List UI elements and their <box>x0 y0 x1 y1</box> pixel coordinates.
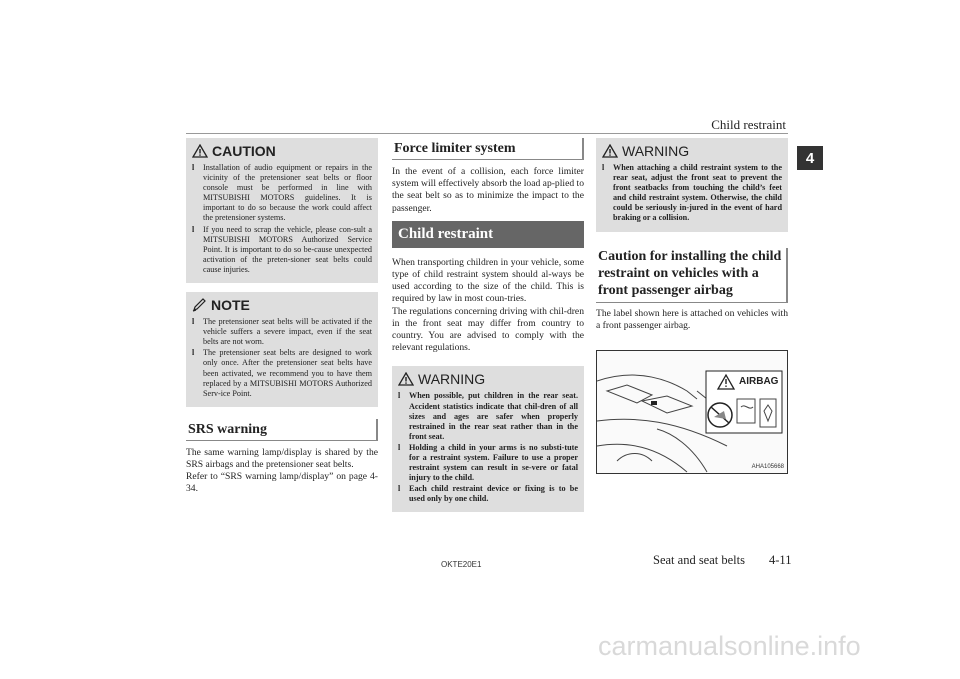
caution-label: CAUTION <box>212 143 276 159</box>
warning-item: l Holding a child in your arms is no substi-tute for a restraint system. Failure to use a proper restraint system can result in se-vere or fatal injury to the child. <box>398 442 578 483</box>
note-label: NOTE <box>211 297 250 314</box>
header-rule <box>186 133 788 134</box>
warning-item: l When possible, put children in the rear seat. Accident statistics indicate that chil-dren of all sizes and ages are safer when properly restrained in the rear seat rather than in the front seat. <box>398 391 578 441</box>
warning-box <box>596 138 788 232</box>
srs-warning-text: The same warning lamp/display is shared by the SRS airbags and the pretensioner seat belts. Refer to “SRS warning lamp/display” on page 4-34. <box>186 446 378 495</box>
warning-item: l When attaching a child restraint system to the rear seat, adjust the front seat to prevent the front seatbacks from touching the child’s feet and child restraint system. Otherwise, the child could be seriously in-jured in the event of hard braking or a collision. <box>602 163 782 223</box>
child-restraint-text: When transporting children in your vehicle, some type of child restraint system should al-ways be used according to the size of the child. This is required by law in most coun-tries. The regulations concerning driving with chil-dren in the front seat may differ from country to country. You are advised to comply with the relevant regulations. <box>392 256 584 354</box>
caution-box <box>186 138 378 283</box>
chapter-tab: 4 <box>797 146 823 170</box>
footer-section: Seat and seat belts <box>653 553 745 567</box>
warning-triangle-icon <box>192 144 208 158</box>
warning-label: WARNING <box>418 371 486 388</box>
note-item: l The pretensioner seat belts will be activated if the vehicle suffers a severe impact, even if the seat belts are not worn. <box>192 317 372 347</box>
airbag-caution-text: The label shown here is attached on vehicles with a front passenger airbag. <box>596 307 788 331</box>
warning-label: WARNING <box>622 143 690 159</box>
watermark: carmanualsonline.info <box>598 631 861 661</box>
page-number: 4-11 <box>769 553 792 567</box>
airbag-label-figure <box>596 350 788 474</box>
warning-box <box>392 366 584 512</box>
srs-warning-heading: SRS warning <box>186 419 378 441</box>
figure-code: AHA105668 <box>751 463 784 470</box>
force-limiter-text: In the event of a collision, each force limiter system will effectively absorb the load ap-plied to the seat belt so as to minimize the impact to the passenger. <box>392 166 584 214</box>
airbag-label-text: AIRBAG <box>739 375 779 387</box>
running-header-title: Child restraint <box>711 117 786 132</box>
note-pencil-icon <box>192 298 207 312</box>
column-1 <box>186 138 378 496</box>
airbag-caution-heading: Caution for installing the child restraint on vehicles with a front passenger airbag <box>596 248 788 303</box>
caution-item: l Installation of audio equipment or repairs in the vicinity of the pretensioner seat belts or floor console must be performed in line with MITSUBISHI MOTORS guidelines. It is important to do so because the work could affect the pretensioner systems. <box>192 163 372 223</box>
caution-item: l If you need to scrap the vehicle, please con-sult a MITSUBISHI MOTORS Authorized Service Point. It is important to do so be-cause unexpected activation of the preten-sioner seat belts could cause injuries. <box>192 224 372 274</box>
note-box <box>186 292 378 407</box>
warning-item: l Each child restraint device or fixing is to be used only by one child. <box>398 484 578 504</box>
column-3 <box>596 138 788 474</box>
warning-triangle-icon <box>398 372 414 386</box>
document-code: OKTE20E1 <box>441 560 482 569</box>
note-item: l The pretensioner seat belts are designed to work only once. After the pretensioner seat belts have been activated, we recommend you to have them replaced by a MITSUBISHI MOTORS Authorized Serv-ice Point. <box>192 348 372 398</box>
child-restraint-heading: Child restraint <box>392 221 584 248</box>
dashboard-illustration <box>597 351 787 473</box>
warning-triangle-icon <box>602 144 618 158</box>
column-2 <box>392 138 584 521</box>
force-limiter-heading: Force limiter system <box>392 138 584 160</box>
